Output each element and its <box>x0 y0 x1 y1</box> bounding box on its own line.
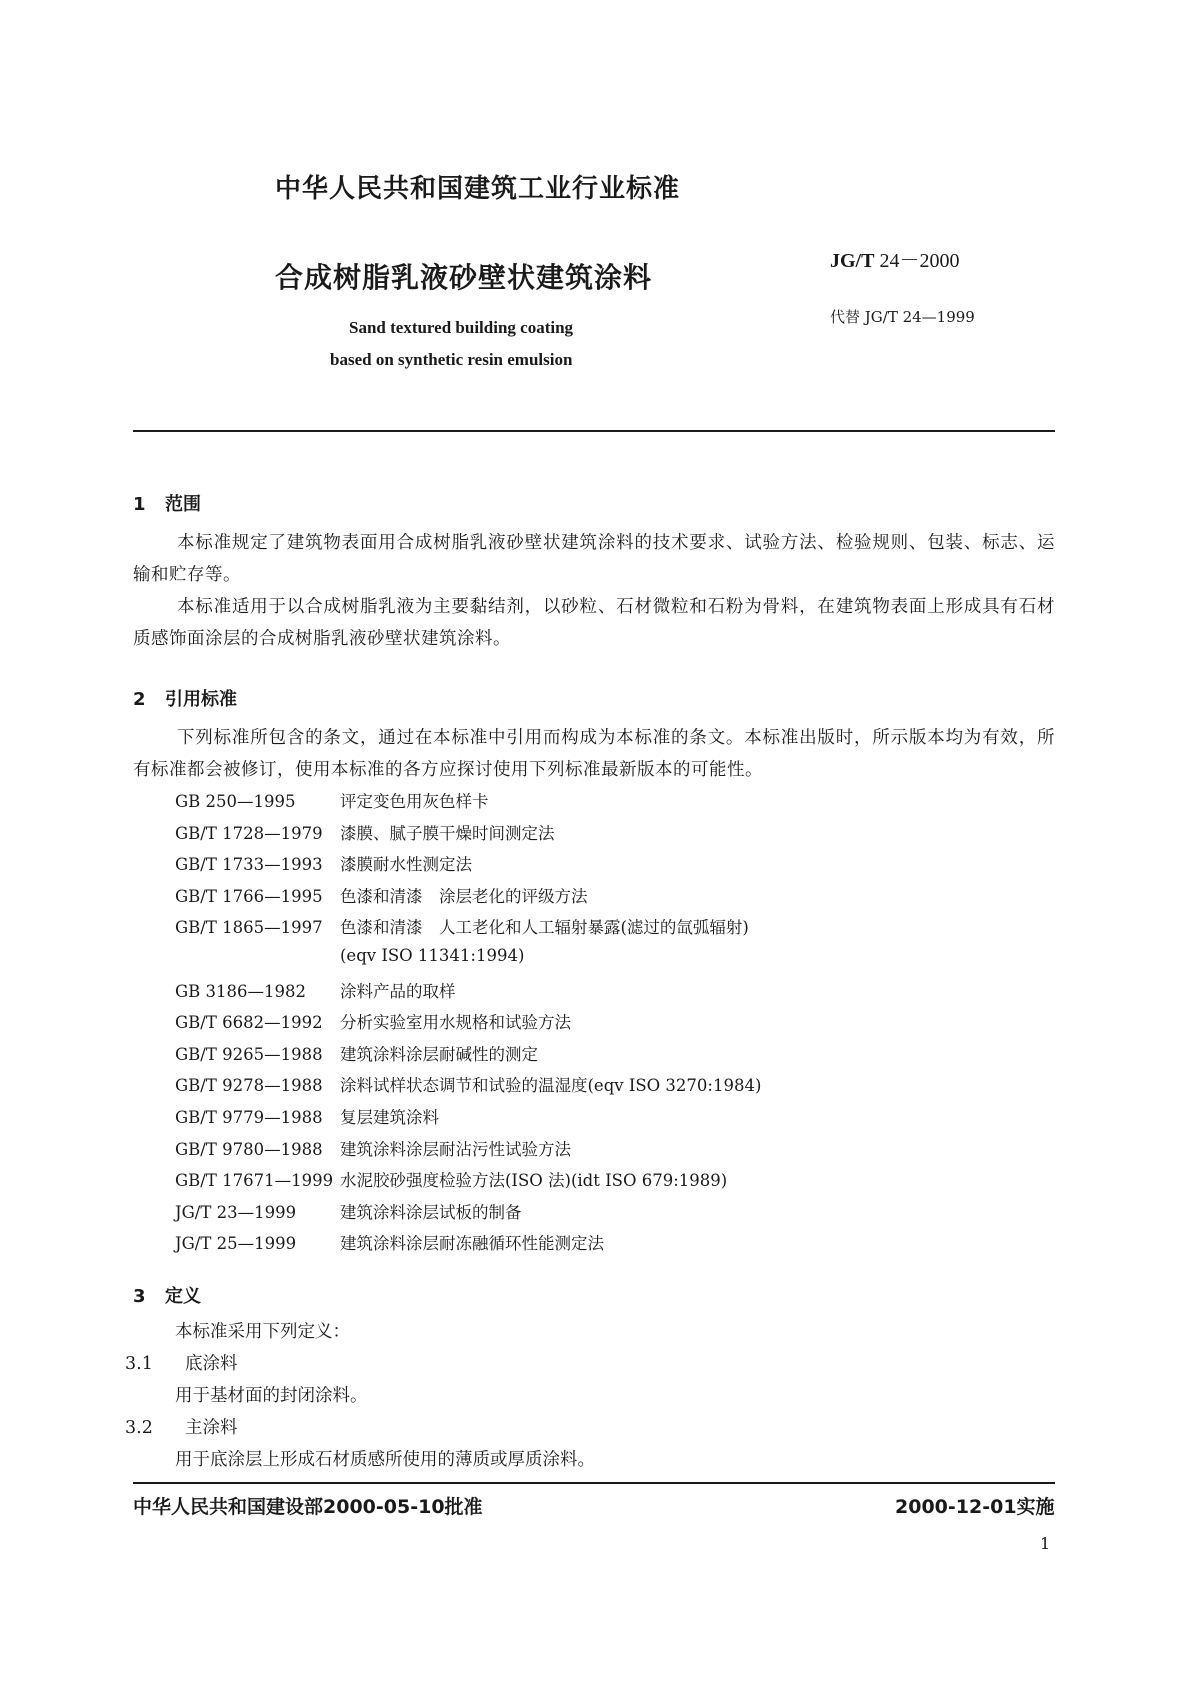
reference-item <box>175 1072 761 1104</box>
reference-item <box>175 820 761 852</box>
reference-code: GB/T 9278—1988 <box>175 1076 323 1096</box>
section-2-paragraph: 下列标准所包含的条文，通过在本标准中引用而构成为本标准的条文。本标准出版时，所示版本均为有效，所有标准都会被修订，使用本标准的各方应探讨使用下列标准最新版本的可能性。 <box>133 728 1055 780</box>
reference-code: GB/T 1766—1995 <box>175 886 323 906</box>
standard-title: 合成树脂乳液砂壁状建筑涂料 <box>275 261 653 294</box>
reference-title: 复层建筑涂料 <box>340 1107 439 1127</box>
section-3-heading <box>133 1282 201 1308</box>
reference-title: 漆膜耐水性测定法 <box>340 855 472 875</box>
section-2-heading <box>133 685 237 711</box>
definition-3-2-heading <box>125 1414 238 1439</box>
definition-number: 3.2 <box>125 1418 153 1438</box>
section-number: 1 <box>133 494 146 515</box>
reference-title: 建筑涂料涂层耐冻融循环性能测定法 <box>340 1234 604 1254</box>
standard-number-value: 24－2000 <box>879 250 960 272</box>
reference-title: 评定变色用灰色样卡 <box>340 792 489 811</box>
reference-item <box>175 1009 761 1041</box>
reference-code: GB/T 9780—1988 <box>175 1139 323 1159</box>
reference-item <box>175 851 761 883</box>
reference-code: GB/T 1733—1993 <box>175 855 323 875</box>
reference-item <box>175 1104 761 1136</box>
reference-title: 色漆和清漆 涂层老化的评级方法 <box>340 886 588 906</box>
reference-code: GB/T 6682—1992 <box>175 1013 323 1033</box>
reference-title: 建筑涂料涂层耐沾污性试验方法 <box>340 1139 571 1159</box>
reference-item <box>175 788 761 820</box>
reference-title: 建筑涂料涂层耐碱性的测定 <box>340 1044 538 1064</box>
footer-divider <box>133 1482 1055 1484</box>
reference-item <box>175 1167 761 1199</box>
reference-title: 水泥胶砂强度检验方法(ISO 法)(idt ISO 679:1989) <box>340 1171 728 1191</box>
reference-title: 建筑涂料涂层试板的制备 <box>340 1202 522 1222</box>
reference-code: GB/T 1865—1997 <box>175 918 323 938</box>
reference-code: GB/T 17671—1999 <box>175 1171 334 1191</box>
reference-title: 涂料试样状态调节和试验的温湿度(eqv ISO 3270:1984) <box>340 1076 762 1096</box>
standard-number-prefix: JG/T <box>830 250 875 272</box>
definition-term: 底涂料 <box>185 1354 238 1374</box>
section-1-paragraph-2: 本标准适用于以合成树脂乳液为主要黏结剂，以砂粒、石材微粒和石粉为骨料，在建筑物表面上形成具有石材质感饰面涂层的合成树脂乳液砂壁状建筑涂料。 <box>133 597 1055 649</box>
reference-item <box>175 883 761 915</box>
english-title-line-1: Sand textured building coating <box>349 318 574 337</box>
section-number: 2 <box>133 689 146 710</box>
replaces-standard: 代替 JG/T 24—1999 <box>830 308 975 326</box>
reference-item <box>175 1041 761 1073</box>
definition-3-2-text: 用于底涂层上形成石材质感所使用的薄质或厚质涂料。 <box>175 1450 595 1470</box>
english-title-line-2: based on synthetic resin emulsion <box>330 350 573 369</box>
reference-item <box>175 1230 761 1262</box>
section-number: 3 <box>133 1286 146 1307</box>
section-3-intro: 本标准采用下列定义： <box>175 1322 350 1342</box>
reference-title: 分析实验室用水规格和试验方法 <box>340 1013 571 1033</box>
page-number: 1 <box>1040 1534 1051 1553</box>
reference-title: 漆膜、腻子膜干燥时间测定法 <box>340 823 555 843</box>
definition-3-1-text: 用于基材面的封闭涂料。 <box>175 1386 368 1406</box>
section-1-heading <box>133 490 201 516</box>
reference-item <box>175 978 761 1010</box>
reference-item <box>175 914 761 946</box>
definition-3-1-heading <box>125 1350 238 1375</box>
reference-code: GB/T 1728—1979 <box>175 823 323 843</box>
reference-code: JG/T 25—1999 <box>175 1234 297 1254</box>
organization-title: 中华人民共和国建筑工业行业标准 <box>275 174 681 204</box>
section-title: 范围 <box>165 494 201 515</box>
section-1-paragraph-1: 本标准规定了建筑物表面用合成树脂乳液砂壁状建筑涂料的技术要求、试验方法、检验规则、包装、标志、运输和贮存等。 <box>133 533 1055 585</box>
approval-line: 中华人民共和国建设部2000-05-10批准 <box>133 1496 483 1518</box>
definition-term: 主涂料 <box>185 1418 238 1438</box>
reference-item <box>175 1199 761 1231</box>
reference-title: 色漆和清漆 人工老化和人工辐射暴露(滤过的氙弧辐射) <box>340 918 749 938</box>
reference-code: JG/T 23—1999 <box>175 1202 297 1222</box>
definition-number: 3.1 <box>125 1354 153 1374</box>
reference-list <box>175 788 761 1262</box>
reference-title: 涂料产品的取样 <box>340 981 456 1001</box>
section-title: 引用标准 <box>165 689 237 710</box>
reference-code: GB/T 9779—1988 <box>175 1107 323 1127</box>
reference-title: (eqv ISO 11341:1994) <box>340 945 525 965</box>
reference-item <box>175 946 761 978</box>
reference-code: GB 250—1995 <box>175 792 296 811</box>
standard-number <box>830 244 959 273</box>
reference-code: GB 3186—1982 <box>175 981 307 1001</box>
header-divider <box>133 430 1055 432</box>
reference-item <box>175 1136 761 1168</box>
reference-code: GB/T 9265—1988 <box>175 1044 323 1064</box>
section-title: 定义 <box>165 1286 201 1307</box>
effective-date: 2000-12-01实施 <box>895 1496 1055 1518</box>
